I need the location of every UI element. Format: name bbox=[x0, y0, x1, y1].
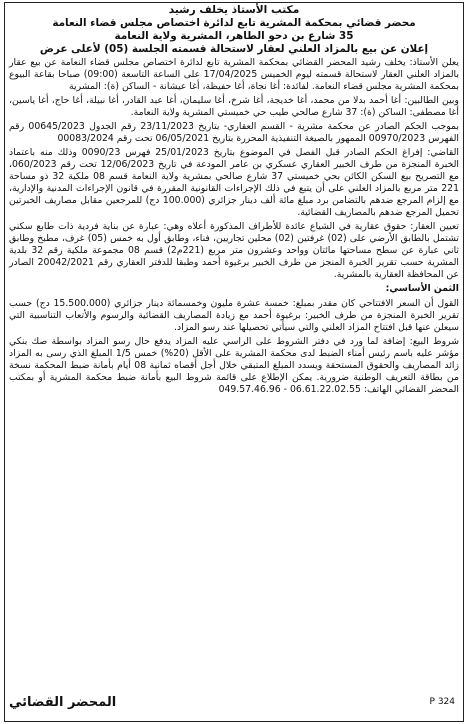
paragraph-judgment: بموجب الحكم الصادر عن محكمة مشرية - القسم العقاري- بتاريخ 23/11/2023 رقم الجدول 00645/2023 رقم الفهرس 00970/2023 الممهور بالصيغة التنفيذية المحررة بتاريخ 06/05/2021 تحت رقم 00083/2024 bbox=[9, 120, 460, 144]
paragraph-sale-conditions: شروط البيع: إضافة لما ورد في دفتر الشروط على الراسي عليه المزاد يدفع حال رسو المزاد بواسطة صك بنكي مؤشر عليه باسم رئيس أمناء الضبط لدى محكمة المشرية على الأقل (20%) خمس 1/5 المبلغ الذي رسى به المزاد زائد المصاريف والحقوق المستحقة ويسدد المبلغ المتبقي خلال أجل أقصاه ثمانية 08 أيام بأمانة ضبط المحكمة نسخة من بطاقة التعريف الوطنية ضرورية. يمكن الإطلاع على قائمة شروط البيع بأمانة ضبط محكمة المشرية أو بمكتب المحضر القضائي الهاتف: 06.61.22.02.55 - 049.57.46.96 bbox=[9, 335, 460, 395]
paragraph-property: تعيين العقار: حقوق عقارية في الشياع عائدة للأطراف المذكورة أعلاه وهي: عبارة عن بناية فردية ذات طابع سكني تشتمل بالطابق الأرضي على (02) غرفتين (02) محلين تجاريين، فناء، وطابق أول به خمس (05) غرف، مطبخ وطابق ثاني عبارة عن سطح مساحتها مائتان وواحد وعشرون متر مربع (221م2) قسم 08 مجموعة ملكية رقم 32 بلدية المشرية حسب تقرير الخبرة المنجز من طرف الخبير برغيوة أحمد وطبقا للدفتر العقاري رقم 20042/2021 الصادر عن المحافظة العقارية بالمشرية. bbox=[9, 221, 459, 281]
paragraph-base-price: القول أن السعر الافتتاحي كان مقدر بمبلغ: خمسة عشرة مليون وخمسمائة دينار جزائري (15.500.000 دج) حسب تقرير الخبرة المنجزة من طرف الخبير: برغيوة أحمد مع زيادة المصاريف القضائية والرسوم والأتعاب التناسبية التي سيعلن عنها قبل افتتاح المزاد العلني والتي سيأتي تحصيلها عند رسو المزاد. bbox=[9, 297, 460, 333]
announcement-body bbox=[9, 4, 459, 716]
office-title: مكتب الأستاذ يخلف رشيد bbox=[168, 4, 300, 16]
paragraph-intro: يعلن الأستاذ: يخلف رشيد المحضر القضائي بمحكمة المشرية تابع لدائرة اختصاص مجلس قضاء النعامة عن بيع عقار بالمزاد العلني العقار لاستحالة قسمته ليوم الخميس 17/04/2025 على الساعة التاسعة (09:00) صباحا بقاعة البيوع بمحكمة المشرية مجلس قضاء النعامة. لفائدة: أغا نجاة، أغا حفيظة، أغا عيشانة - الساكن (ة): المشرية bbox=[9, 56, 459, 92]
reference-number: P 324 bbox=[429, 697, 455, 707]
office-description: محضر قضائي بمحكمة المشرية تابع لدائرة اختصاص مجلس قضاء النعامة bbox=[52, 17, 416, 29]
announcement-heading: إعلان عن بيع بالمزاد العلني لعقار لاستحالة قسمته الجلسة (05) لأعلى عرض bbox=[39, 43, 429, 56]
footer bbox=[9, 695, 459, 715]
signature: المحضر القضائي bbox=[9, 695, 117, 710]
paragraph-ruling: القاضي: إفراغ الحكم الصادر قبل الفصل في الموضوع بتاريخ 25/01/2023 فهرس 0090/23 وذلك منه باعتماد الخبرة المنجزة من طرف الخبير العقاري عسكري بن عامر المودعة في تاريخ 12/06/2023 تحت رقم 060/2023، مع التصريح بيع السكن الكائن بحي خميستي 37 شارع صالحي بمشرية ولاية النعامة قسم 08 ملكية 32 ذو مساحة 221 متر مربع بالمزاد العلني على أن يتبع في ذلك الإجراءات القانونية المقررة في قانون الإجراءات المدنية والإدارية، مع إلزام المرجع ضدهم بالتضامن برد مبلغ مائة ألف دينار جزائري (100.000 دج) للمرجعين مقابل مصاريف الخبرتين تحميل المرجع ضدهم بالمصاريف القضائية. bbox=[9, 146, 459, 219]
paragraph-applicants: وبين الطالبين: أغا أحمد بدلا من محمد، أغا خديجة، أغا شرخ، أغا سليمان، أغا عبد القادر، أغا نبيلة، أغا حاج، أغا ياسين، أغا مصطفى: الساكن (ة): 37 شارع صالحي طيب حي خميستي المشرية ولاية النعامة. bbox=[9, 94, 459, 118]
office-address: 35 شارع بن دحو الطاهر، المشرية ولاية النعامة bbox=[114, 30, 354, 43]
paragraph-base-price-heading: الثمن الأساسي: bbox=[385, 283, 459, 295]
